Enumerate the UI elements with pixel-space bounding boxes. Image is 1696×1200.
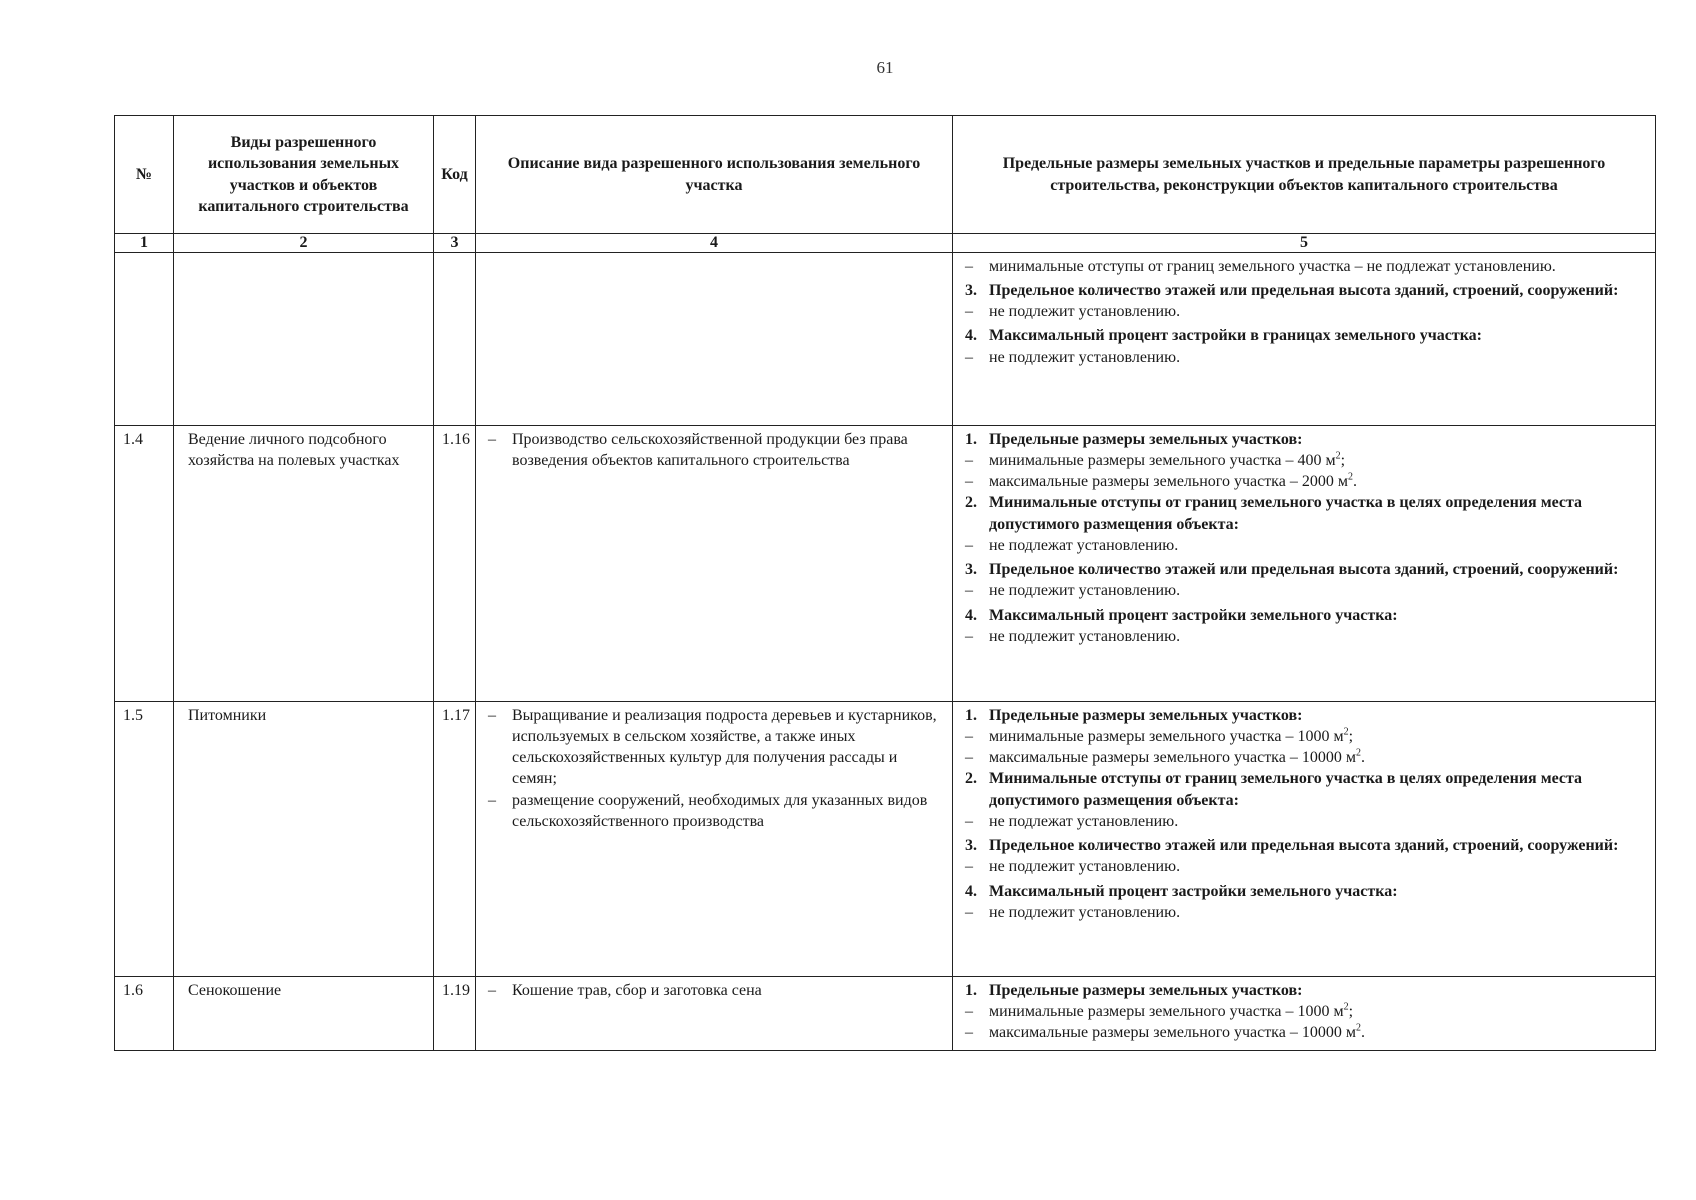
param-heading: 4. Максимальный процент застройки в границах земельного участка: [965,327,1482,345]
param-detail: – минимальные отступы от границ земельного участка – не подлежат установлению. [961,256,1647,277]
cell-description [476,701,953,976]
cell-params [953,976,1656,1050]
page-number: 61 [876,58,894,77]
cell-type: Ведение личного подсобного хозяйства на полевых участках [174,425,434,701]
param-detail: – не подлежит установлению. [961,902,1647,923]
land-use-table [114,115,1656,1051]
param-heading: 4. Максимальный процент застройки земельного участка: [965,606,1398,624]
param-heading: 2. Минимальные отступы от границ земельного участка в целях определения места допустимого размещения объекта: [965,770,1583,809]
param-detail: – не подлежит установлению. [961,347,1647,368]
param-detail: – не подлежат установлению. [961,811,1647,832]
param-detail: – максимальные размеры земельного участка – 2000 $м^2$. [961,471,1647,492]
column-number: 1 [115,234,174,253]
param-detail: – не подлежат установлению. [961,535,1647,556]
cell-type: Питомники [174,701,434,976]
param-heading: 4. Максимальный процент застройки земельного участка: [965,882,1398,900]
cell-description [476,252,953,425]
table-row [115,425,1656,701]
cell-type [174,252,434,425]
cell-num: 1.6 [115,976,174,1050]
param-detail: – минимальные размеры земельного участка – 1000 $м^2$; [961,726,1647,747]
param-heading: 1. Предельные размеры земельных участков: [965,430,1303,448]
param-detail: – не подлежит установлению. [961,626,1647,647]
cell-num [115,252,174,425]
column-number: 4 [476,234,953,253]
header-description: Описание вида разрешенного использования земельного участка [476,116,953,234]
table-row [115,701,1656,976]
cell-description [476,425,953,701]
cell-code: 1.19 [434,976,476,1050]
cell-num: 1.5 [115,701,174,976]
param-heading: 3. Предельное количество этажей или предельная высота зданий, строений, сооружений: [965,837,1619,855]
cell-params [953,252,1656,425]
cell-description [476,976,953,1050]
cell-code: 1.17 [434,701,476,976]
header-num: № [115,116,174,234]
param-detail: – максимальные размеры земельного участка – 10000 $м^2$. [961,1022,1647,1043]
cell-type: Сенокошение [174,976,434,1050]
description-item: – Выращивание и реализация подроста деревьев и кустарников, используемых в сельском хозяйстве, а также иных сельскохозяйственных культур для получения рассады и семян; [484,705,944,790]
param-heading: 3. Предельное количество этажей или предельная высота зданий, строений, сооружений: [965,561,1619,579]
column-numbers-row [115,234,1656,253]
column-number: 5 [953,234,1656,253]
param-detail: – минимальные размеры земельного участка – 1000 $м^2$; [961,1001,1647,1022]
param-heading: 3. Предельное количество этажей или предельная высота зданий, строений, сооружений: [965,281,1619,299]
column-number: 2 [174,234,434,253]
param-detail: – не подлежит установлению. [961,580,1647,601]
cell-code [434,252,476,425]
cell-params [953,425,1656,701]
cell-code: 1.16 [434,425,476,701]
param-detail: – не подлежит установлению. [961,856,1647,877]
param-heading: 1. Предельные размеры земельных участков: [965,981,1303,999]
cell-num: 1.4 [115,425,174,701]
table-header-row [115,116,1656,234]
table-row-continuation [115,252,1656,425]
param-heading: 2. Минимальные отступы от границ земельного участка в целях определения места допустимого размещения объекта: [965,494,1583,533]
column-number: 3 [434,234,476,253]
param-detail: – максимальные размеры земельного участка – 10000 $м^2$. [961,747,1647,768]
header-params: Предельные размеры земельных участков и предельные параметры разрешенного строительства, реконструкции объектов капитального строительства [953,116,1656,234]
cell-params [953,701,1656,976]
description-item: – размещение сооружений, необходимых для указанных видов сельскохозяйственного производства [484,790,944,833]
param-heading: 1. Предельные размеры земельных участков: [965,706,1303,724]
description-item: – Производство сельскохозяйственной продукции без права возведения объектов капитального строительства [484,429,944,472]
header-code: Код [434,116,476,234]
header-type: Виды разрешенного использования земельных участков и объектов капитального строительства [174,116,434,234]
param-detail: – не подлежит установлению. [961,301,1647,322]
description-item: – Кошение трав, сбор и заготовка сена [484,980,944,1001]
table-row [115,976,1656,1050]
param-detail: – минимальные размеры земельного участка – 400 $м^2$; [961,450,1647,471]
